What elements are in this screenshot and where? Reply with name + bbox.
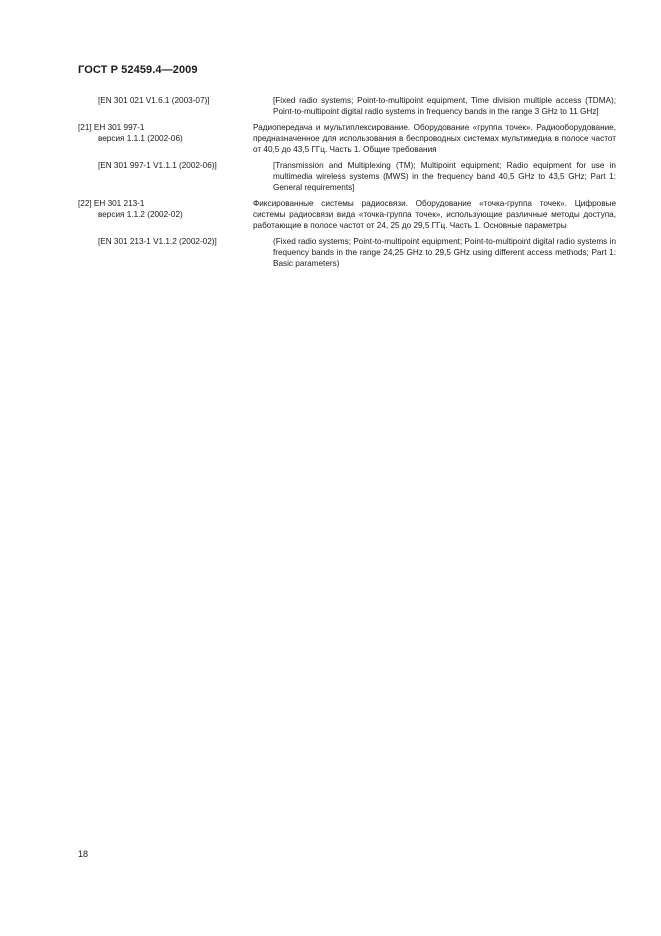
reference-designation-line: [21] ЕН 301 997-1 [78,123,145,132]
reference-entry [78,95,618,117]
reference-designation-line: [22] ЕН 301 213-1 [78,199,145,208]
reference-designation-line: [EN 301 021 V1.6.1 (2003-07)] [98,96,210,105]
reference-designation [78,236,273,247]
reference-title: Радиопередача и мультиплексирование. Оборудование «группа точек». Радиооборудование, предназначенное для использования в беспроводных системах мультимедиа в полосе частот от 40,5 до 43,5 ГГц. Часть 1. Общие требования [253,123,616,154]
reference-designation [78,122,253,144]
page-number: 18 [78,849,89,859]
reference-designation-line: [EN 301 213-1 V1.1.2 (2002-02)] [98,237,217,246]
reference-title: [Fixed radio systems; Point-to-multipoint equipment, Time division multiple access (TDMA); Point-to-multipoint digital radio systems in frequency bands in the range 3 GHz to 11 GHz] [273,96,616,116]
reference-version-line: версия 1.1.2 (2002-02) [98,210,183,219]
reference-version-line: версия 1.1.1 (2002-06) [98,134,183,143]
reference-entry [78,236,618,269]
document-header: ГОСТ Р 52459.4—2009 [78,64,198,76]
reference-designation [78,198,253,220]
reference-title: Фиксированные системы радиосвязи. Оборудование «точка-группа точек». Цифровые системы радиосвязи вида «точка-группа точек», использующие различные методы доступа, работающие в полосе частот от 24, 25 до 29,5 ГГц. Часть 1. Основные параметры [253,199,616,230]
reference-designation [78,95,273,106]
reference-designation [78,160,273,171]
reference-designation-line: [EN 301 997-1 V1.1.1 (2002-06)] [98,161,217,170]
reference-title: (Fixed radio systems; Point-to-multipoint equipment; Point-to-multipoint digital radio systems in frequency bands in the range 24,25 GHz to 29,5 GHz using different access methods; Part 1: Basic parameters) [273,237,616,268]
reference-entry [78,160,618,193]
reference-title: [Transmission and Multiplexing (TM); Multipoint equipment; Radio equipment for use in multimedia wireless systems (MWS) in the frequency band 40,5 GHz to 43,5 GHz; Part 1: General requirements] [273,161,616,192]
reference-entry [78,122,618,155]
references-list [78,95,618,274]
reference-entry [78,198,618,231]
